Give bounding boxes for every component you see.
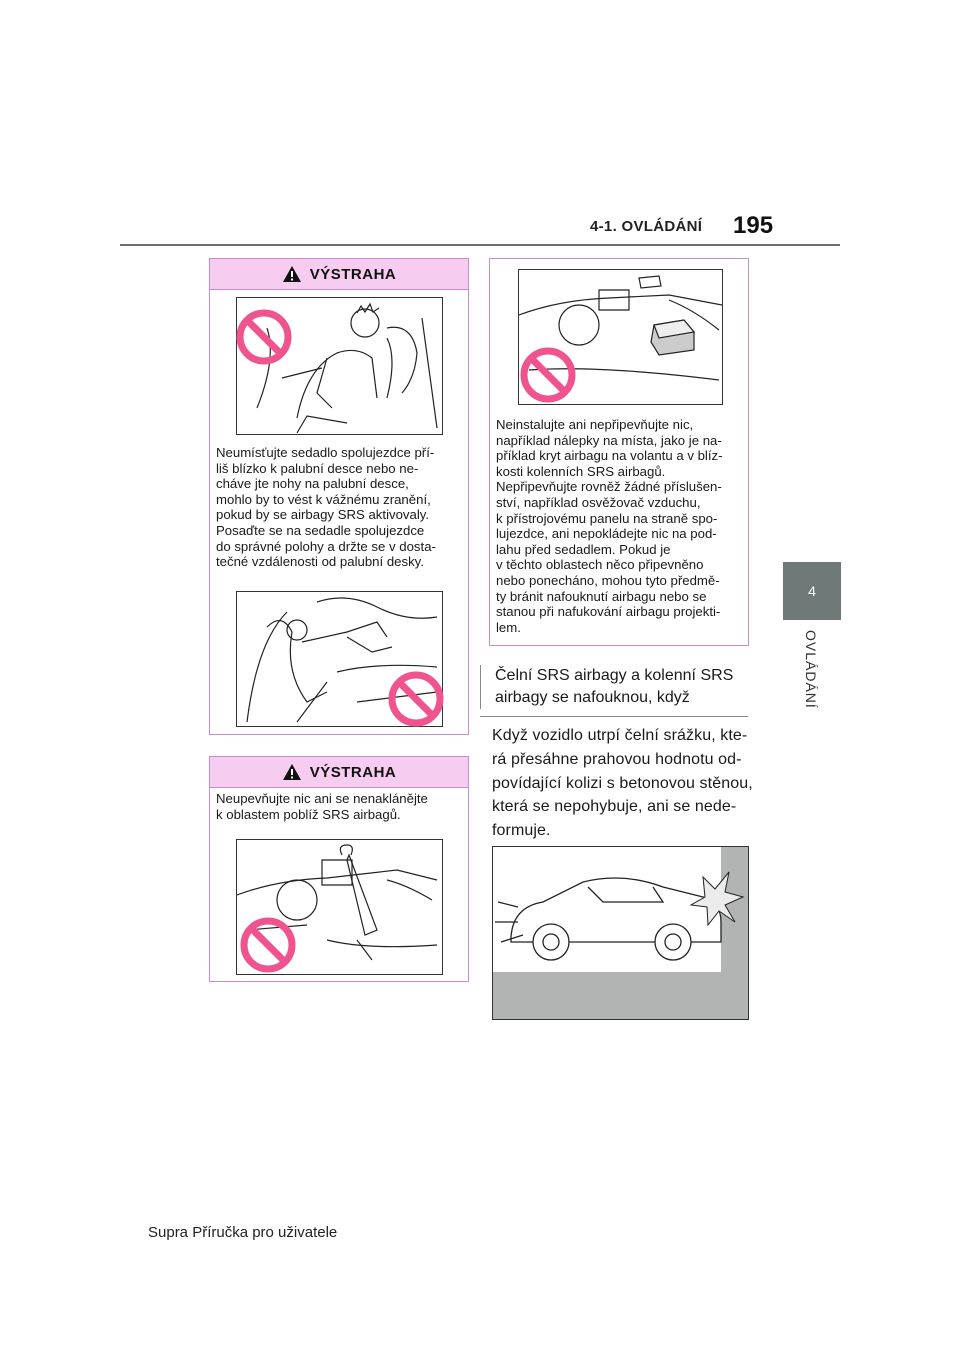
warning-title: VÝSTRAHA	[309, 763, 397, 781]
warning-box-seat-position	[209, 258, 469, 735]
warning-text: Neumísťujte sedadlo spolujezdce pří- liš blízko k palubní desce nebo ne- cháve jte nohy na palubní desce, mohlo by to vést k vážnému zranění, pokud by se airbagy SRS aktivovaly. Posaďte se na sedadle spolujezdce do správné polohy a držte se v dosta- tečné vzdálenosti od palubní desky.	[216, 445, 436, 570]
illustration-umbrella-near-airbag	[236, 839, 443, 975]
warning-title: VÝSTRAHA	[309, 265, 397, 283]
illustration-feet-on-dashboard	[236, 591, 443, 727]
body-paragraph: Když vozidlo utrpí čelní srážku, kte- rá přesáhne prahovou hodnotu od- povídající kolizi s betonovou stěnou, která se nepohybuje, ani se nede- formuje.	[492, 727, 753, 840]
illustration-frontal-collision	[492, 846, 749, 1020]
warning-box-attachments	[489, 258, 749, 646]
warning-header	[210, 259, 468, 290]
page-number: 195	[733, 212, 774, 239]
prohibition-sign-icon	[239, 916, 297, 974]
footer-manual-title: Supra Příručka pro uživatele	[148, 1224, 338, 1241]
illustration-seat-too-close	[236, 297, 443, 435]
prohibition-sign-icon	[387, 670, 445, 728]
warning-box-leaning	[209, 756, 469, 982]
warning-triangle-icon	[282, 265, 302, 283]
subheading-divider	[480, 716, 748, 717]
header-divider	[120, 244, 840, 246]
illustration-attachments-near-airbag	[518, 269, 723, 405]
prohibition-sign-icon	[235, 308, 293, 366]
prohibition-sign-icon	[519, 346, 577, 404]
warning-triangle-icon	[282, 763, 302, 781]
chapter-tab[interactable]: 4	[783, 562, 841, 620]
warning-text: Neinstalujte ani nepřipevňujte nic, například nálepky na místa, jako je na- příklad kryt airbagu na volantu a v blíz- kosti kolenních SRS airbagů. Nepřipevňujte rovněž žádné příslušen- ství, například osvěžovač vzduchu, k přístrojovému panelu na straně spo- lujezdce, ani nepokládejte nic na pod- lahu před sedadlem. Pokud je v těchto oblastech něco připevněno nebo ponecháno, mohou tyto předmě- ty bránit nafouknutí airbagu nebo se stanou při nafukování airbagu projekti- lem.	[496, 417, 723, 635]
warning-text: Neupevňujte nic ani se nenaklánějte k oblastem poblíž SRS airbagů.	[216, 791, 428, 822]
chapter-tab-label: OVLÁDÁNÍ	[803, 630, 819, 709]
section-title: 4-1. OVLÁDÁNÍ	[590, 218, 703, 235]
subheading: Čelní SRS airbagy a kolenní SRS airbagy se nafouknou, když	[480, 665, 748, 709]
frontal-collision-drawing	[493, 847, 748, 1019]
warning-header	[210, 757, 468, 788]
